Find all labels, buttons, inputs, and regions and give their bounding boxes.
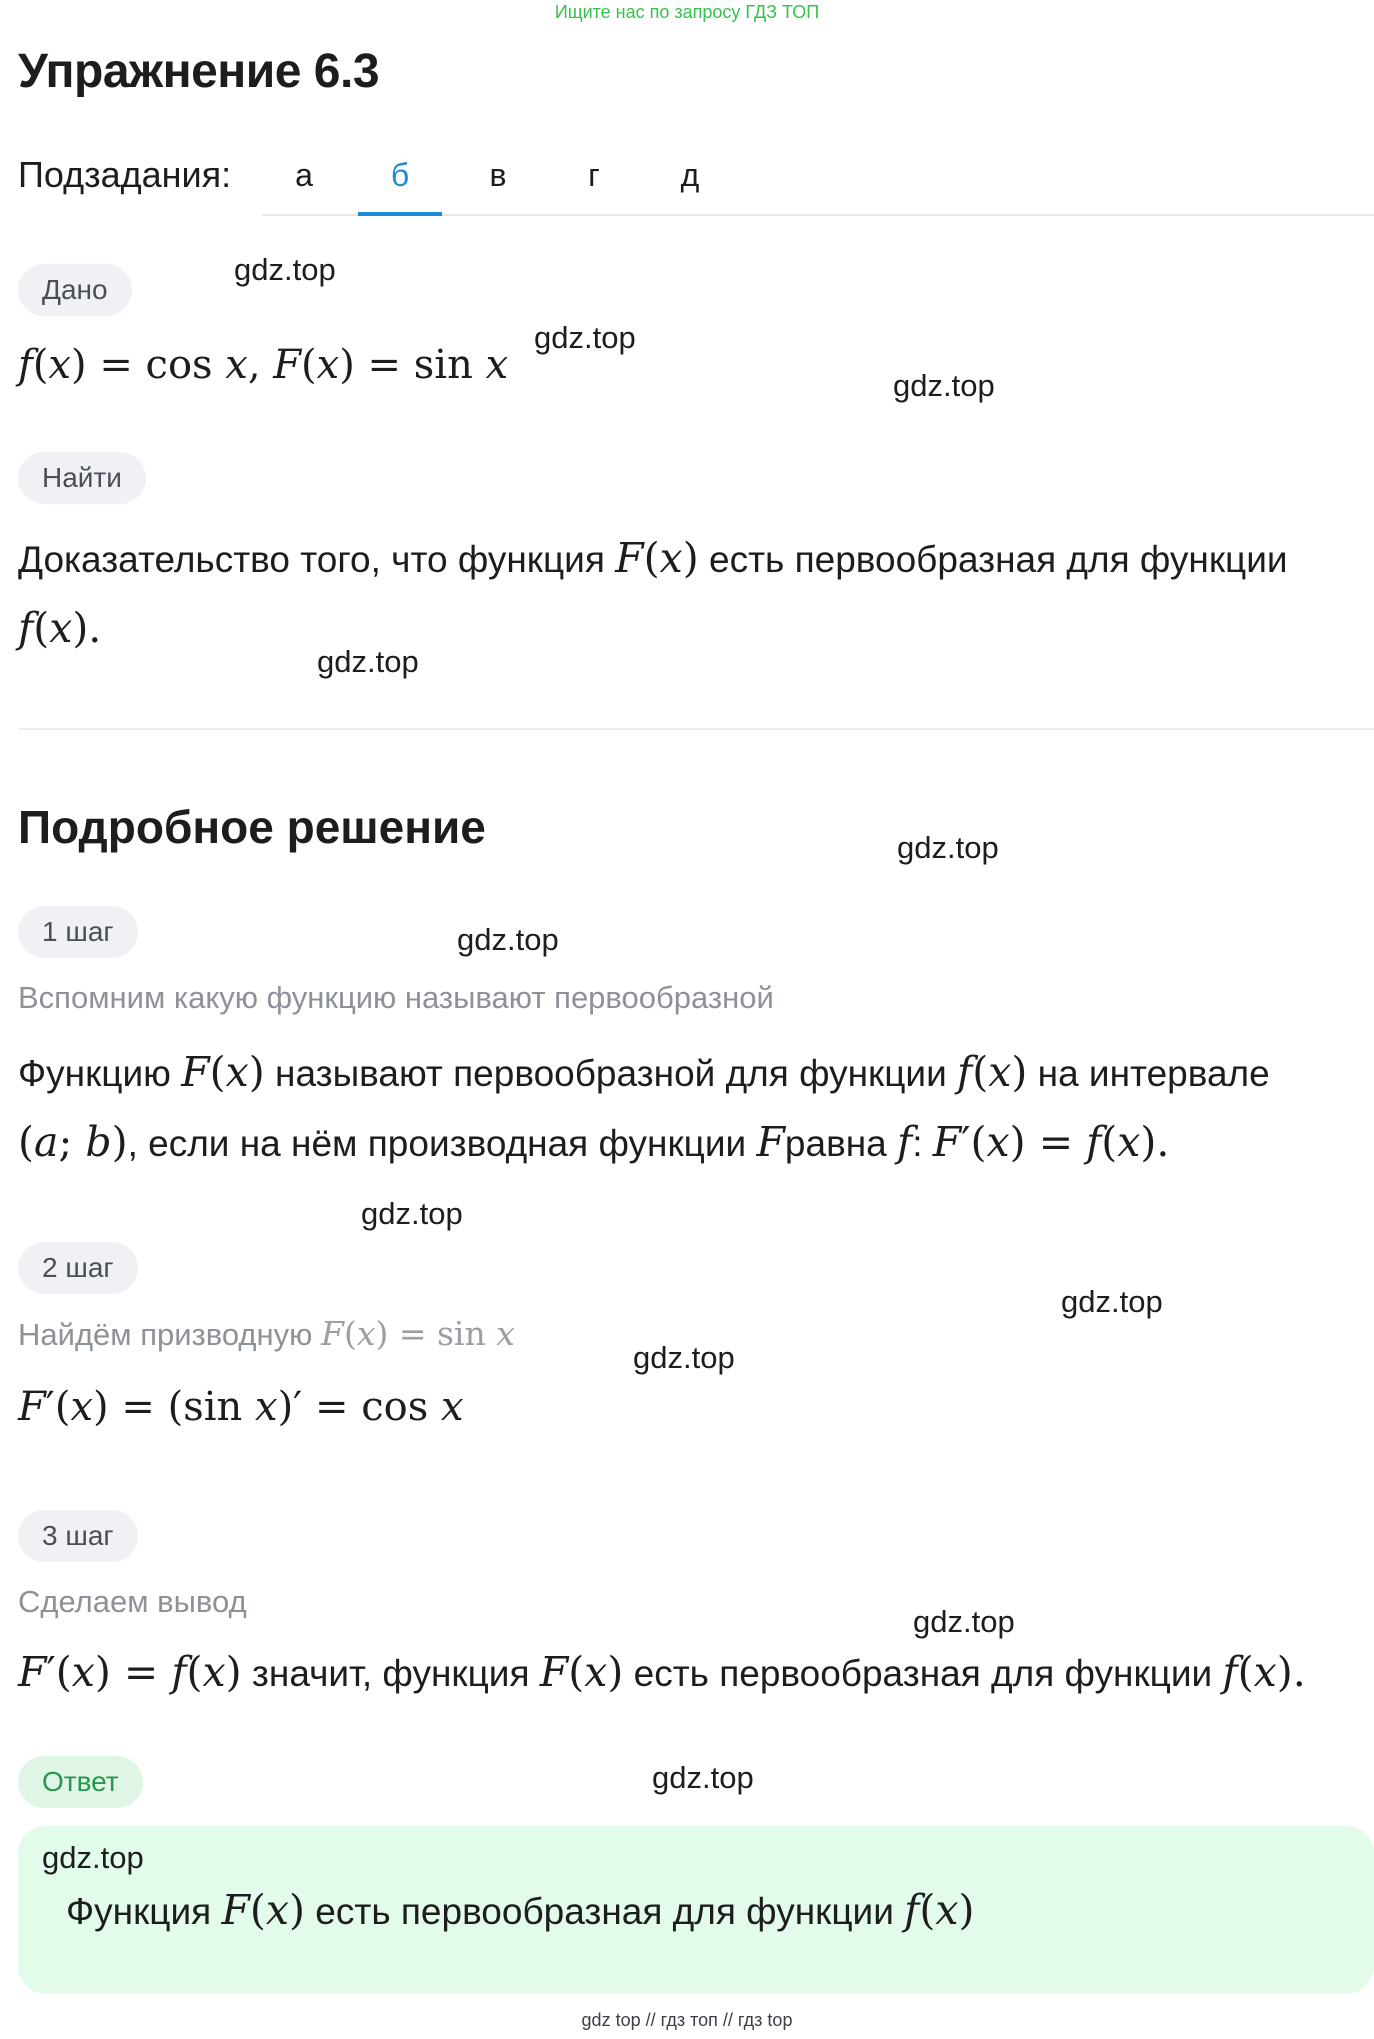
- tab-b[interactable]: б: [358, 146, 442, 216]
- step1-line1: Функцию F(x) называют первообразной для функции f(x) на интервале: [18, 1048, 1270, 1096]
- watermark: gdz.top: [913, 1604, 1015, 1639]
- solution-title: Подробное решение: [18, 801, 486, 853]
- watermark: gdz.top: [234, 252, 336, 287]
- answer-pill: Ответ: [18, 1756, 143, 1808]
- watermark: gdz.top: [897, 830, 999, 865]
- watermark: gdz.top: [361, 1196, 463, 1231]
- step2-pill: 2 шаг: [18, 1242, 138, 1294]
- watermark: gdz.top: [457, 922, 559, 957]
- answer-text: Функция F(x) есть первообразная для функции f(x): [66, 1886, 975, 1934]
- watermark: gdz.top: [42, 1840, 144, 1875]
- find-pill: Найти: [18, 452, 146, 504]
- watermark: gdz.top: [893, 368, 995, 403]
- watermark: gdz.top: [633, 1340, 735, 1375]
- tab-g[interactable]: г: [588, 157, 600, 193]
- footer: gdz top // гдз топ // гдз top: [581, 2010, 793, 2030]
- given-pill: Дано: [18, 264, 132, 316]
- step1-pill: 1 шаг: [18, 906, 138, 958]
- given-formula: f(x) = cos x, F(x) = sin x: [18, 342, 509, 388]
- watermark: gdz.top: [534, 320, 636, 355]
- top-note: Ищите нас по запросу ГДЗ ТОП: [554, 2, 820, 22]
- watermark: gdz.top: [317, 644, 419, 679]
- step3-text: F′(x) = f(x) значит, функция F(x) есть первообразная для функции f(x).: [18, 1648, 1306, 1696]
- watermark: gdz.top: [652, 1760, 754, 1795]
- tab-a[interactable]: а: [295, 157, 313, 193]
- divider: [18, 728, 1374, 730]
- tab-v[interactable]: в: [489, 157, 507, 193]
- subtask-tabs: [262, 146, 1374, 216]
- subtasks-label: Подзадания:: [18, 154, 232, 195]
- step3-hint: Сделаем вывод: [18, 1584, 247, 1619]
- step1-line2: (a; b), если на нём производная функции Fравна f: F′(x) = f(x).: [18, 1118, 1170, 1166]
- step2-hint: Найдём призводную F(x) = sin x: [18, 1314, 515, 1353]
- step3-pill: 3 шаг: [18, 1510, 138, 1562]
- watermark: gdz.top: [1061, 1284, 1163, 1319]
- tab-d[interactable]: д: [680, 157, 700, 193]
- step1-hint: Вспомним какую функцию называют первообразной: [18, 980, 774, 1015]
- step2-formula: F′(x) = (sin x)′ = cos x: [18, 1384, 464, 1430]
- page-title: Упражнение 6.3: [18, 45, 380, 98]
- find-text: Доказательство того, что функция F(x) есть первообразная для функции: [18, 534, 1288, 582]
- find-text-cont: f(x).: [18, 604, 102, 652]
